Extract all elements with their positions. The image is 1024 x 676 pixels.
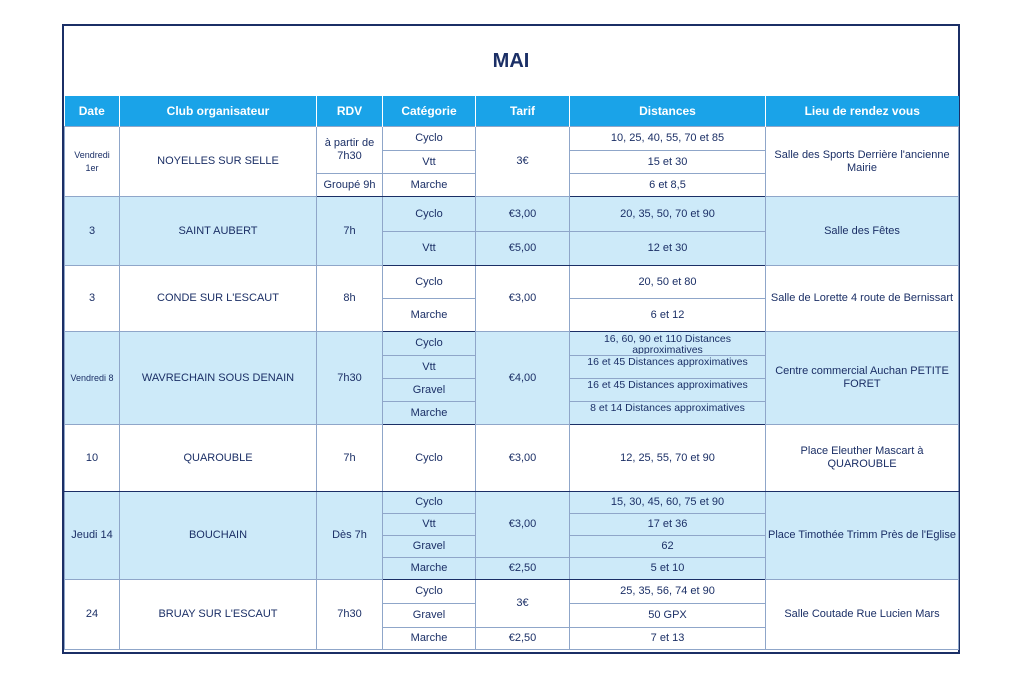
event-category: Marche xyxy=(383,299,476,332)
event-distance: 7 et 13 xyxy=(570,628,766,650)
event-tarif: €5,00 xyxy=(476,232,570,266)
event-category: Marche xyxy=(383,402,476,425)
event-place: Place Timothée Trimm Près de l'Eglise xyxy=(766,492,959,580)
event-distance xyxy=(570,356,766,379)
event-club: SAINT AUBERT xyxy=(120,197,317,266)
event-rdv: 7h xyxy=(317,197,383,266)
header-category: Catégorie xyxy=(383,96,476,127)
event-tarif: €3,00 xyxy=(476,197,570,232)
event-category: Gravel xyxy=(383,379,476,402)
event-tarif: 3€ xyxy=(476,127,570,197)
table-row xyxy=(65,425,959,492)
event-category: Vtt xyxy=(383,232,476,266)
header-tarif: Tarif xyxy=(476,96,570,127)
event-category: Marche xyxy=(383,558,476,580)
event-club: BRUAY SUR L'ESCAUT xyxy=(120,580,317,650)
event-date: Jeudi 14 xyxy=(65,492,120,580)
distance-text: 16 et 45 Distances approximatives xyxy=(587,380,748,391)
header-rdv: RDV xyxy=(317,96,383,127)
event-tarif: €3,00 xyxy=(476,492,570,558)
table-row xyxy=(65,127,959,151)
event-tarif: €4,00 xyxy=(476,332,570,425)
event-tarif: 3€ xyxy=(476,580,570,628)
event-category: Vtt xyxy=(383,514,476,536)
distance-text: 16 et 45 Distances approximatives xyxy=(587,357,748,368)
event-club: QUAROUBLE xyxy=(120,425,317,492)
event-category: Cyclo xyxy=(383,332,476,356)
event-distance: 6 et 12 xyxy=(570,299,766,332)
event-tarif: €3,00 xyxy=(476,425,570,492)
event-club: NOYELLES SUR SELLE xyxy=(120,127,317,197)
event-category: Cyclo xyxy=(383,197,476,232)
event-distance xyxy=(570,332,766,356)
event-date: Vendredi 1er xyxy=(65,127,120,197)
event-rdv: 8h xyxy=(317,266,383,332)
event-distance xyxy=(570,379,766,402)
event-category: Gravel xyxy=(383,536,476,558)
header-club: Club organisateur xyxy=(120,96,317,127)
event-category: Marche xyxy=(383,628,476,650)
schedule-table xyxy=(64,96,959,650)
event-distance: 12, 25, 55, 70 et 90 xyxy=(570,425,766,492)
event-distance: 20, 35, 50, 70 et 90 xyxy=(570,197,766,232)
event-distance: 15 et 30 xyxy=(570,151,766,174)
event-date: 10 xyxy=(65,425,120,492)
event-distance: 17 et 36 xyxy=(570,514,766,536)
event-distance: 20, 50 et 80 xyxy=(570,266,766,299)
event-club: CONDE SUR L'ESCAUT xyxy=(120,266,317,332)
table-row xyxy=(65,266,959,299)
event-rdv: 7h30 xyxy=(317,332,383,425)
event-date: 3 xyxy=(65,266,120,332)
page-title: MAI xyxy=(492,49,530,72)
event-distance: 25, 35, 56, 74 et 90 xyxy=(570,580,766,604)
event-tarif: €3,00 xyxy=(476,266,570,332)
event-category: Vtt xyxy=(383,151,476,174)
event-distance: 6 et 8,5 xyxy=(570,174,766,197)
header-distances: Distances xyxy=(570,96,766,127)
event-rdv: à partir de 7h30 xyxy=(317,127,383,174)
event-category: Cyclo xyxy=(383,425,476,492)
event-place: Centre commercial Auchan PETITE FORET xyxy=(766,332,959,425)
table-row xyxy=(65,580,959,604)
header-place: Lieu de rendez vous xyxy=(766,96,959,127)
event-distance xyxy=(570,402,766,425)
event-tarif: €2,50 xyxy=(476,628,570,650)
event-rdv: Groupé 9h xyxy=(317,174,383,197)
schedule-frame xyxy=(62,24,960,654)
distance-text: 16, 60, 90 et 110 Distances approximatives xyxy=(603,333,732,354)
event-rdv: 7h xyxy=(317,425,383,492)
event-tarif: €2,50 xyxy=(476,558,570,580)
event-place: Salle des Sports Derrière l'ancienne Mairie xyxy=(766,127,959,197)
event-place: Place Eleuther Mascart à QUAROUBLE xyxy=(766,425,959,492)
event-club: BOUCHAIN xyxy=(120,492,317,580)
event-date: 24 xyxy=(65,580,120,650)
event-category: Marche xyxy=(383,174,476,197)
event-date: Vendredi 8 xyxy=(65,332,120,425)
event-distance: 50 GPX xyxy=(570,604,766,628)
event-place: Salle Coutade Rue Lucien Mars xyxy=(766,580,959,650)
event-distance: 10, 25, 40, 55, 70 et 85 xyxy=(570,127,766,151)
event-place: Salle de Lorette 4 route de Bernissart xyxy=(766,266,959,332)
event-distance: 62 xyxy=(570,536,766,558)
table-row xyxy=(65,332,959,356)
header-date: Date xyxy=(65,96,120,127)
event-category: Vtt xyxy=(383,356,476,379)
event-category: Gravel xyxy=(383,604,476,628)
event-category: Cyclo xyxy=(383,580,476,604)
event-rdv: Dès 7h xyxy=(317,492,383,580)
distance-text: 8 et 14 Distances approximatives xyxy=(590,403,745,414)
event-distance: 12 et 30 xyxy=(570,232,766,266)
event-category: Cyclo xyxy=(383,492,476,514)
event-distance: 15, 30, 45, 60, 75 et 90 xyxy=(570,492,766,514)
header-row xyxy=(65,96,959,127)
table-row xyxy=(65,197,959,232)
event-date: 3 xyxy=(65,197,120,266)
table-row xyxy=(65,492,959,514)
event-distance: 5 et 10 xyxy=(570,558,766,580)
event-place: Salle des Fêtes xyxy=(766,197,959,266)
event-rdv: 7h30 xyxy=(317,580,383,650)
event-category: Cyclo xyxy=(383,127,476,151)
event-club: WAVRECHAIN SOUS DENAIN xyxy=(120,332,317,425)
event-category: Cyclo xyxy=(383,266,476,299)
